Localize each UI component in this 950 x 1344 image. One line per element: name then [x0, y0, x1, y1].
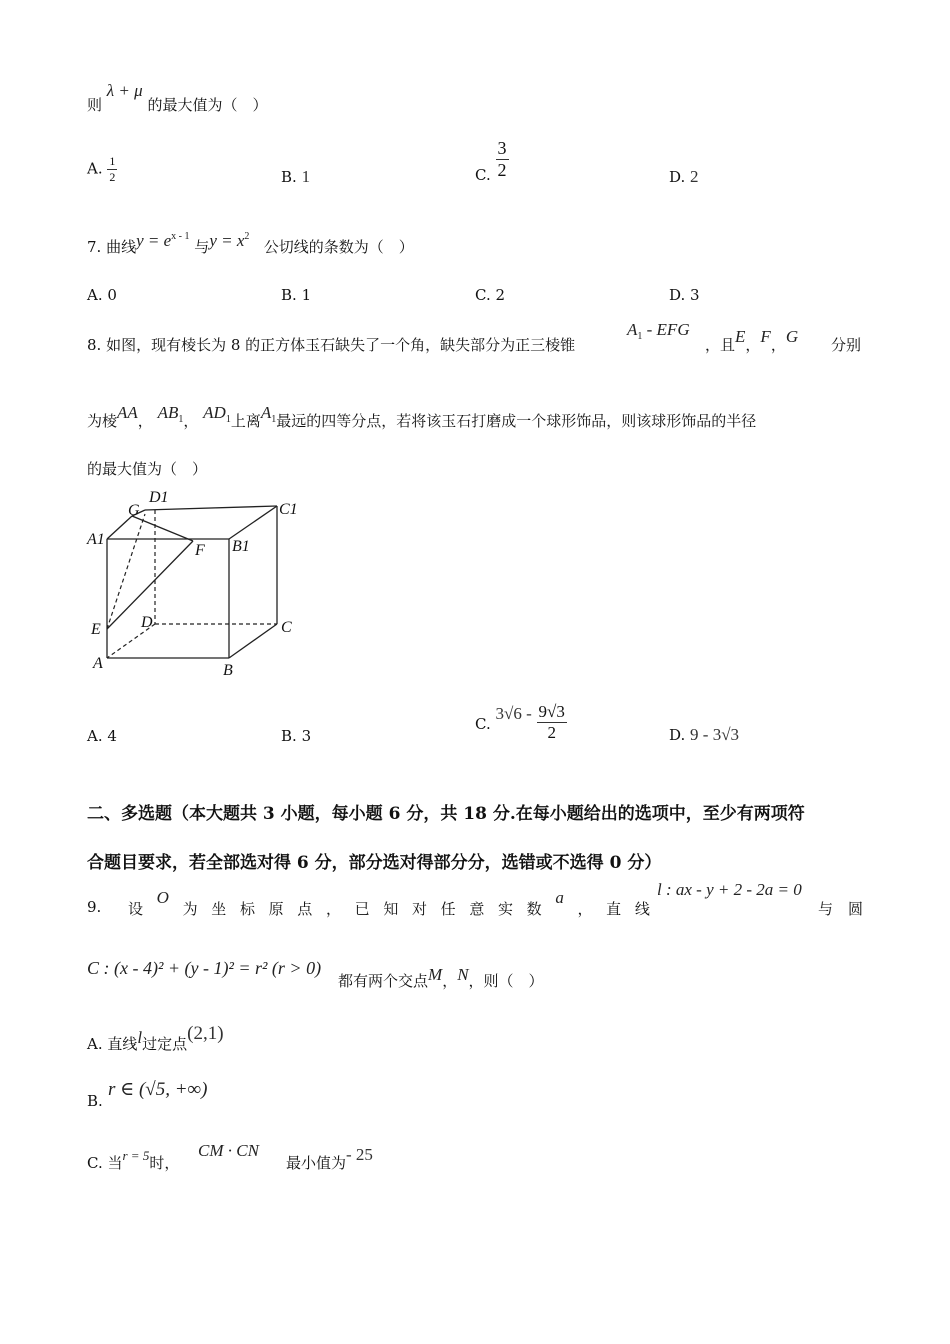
q8-line1: 8. 如图，现有棱长为 8 的正方体玉石缺失了一个角，缺失部分为正三棱锥: [87, 336, 576, 354]
q9-number: 9.: [87, 898, 102, 916]
q8-pyramid: $A_1$ - EFG: [627, 320, 690, 342]
label-c: C: [281, 619, 292, 636]
q9-with-circle: 与 圆: [818, 900, 864, 918]
q8-option-b: B. 3: [281, 727, 312, 745]
q8-line2: 为棱AA， $AB_1$， $AD_1$上离$A_1$最远的四等分点，若将该玉石打磨成一个球形饰品，则该球形饰品的半径: [87, 403, 757, 430]
edge-a1a: AA: [117, 403, 138, 422]
q8-efg: ，且E，F，G: [705, 327, 799, 354]
label-b: B: [223, 662, 233, 679]
q9-circle-equation: C : (x - 4)² + (y - 1)² = r² (r > 0): [87, 958, 322, 978]
q9-line1-words: 设 O 为 坐 标 原 点 ， 已 知 对 任 意 实 数 a ， 直 线: [128, 888, 650, 918]
label-a: A: [93, 655, 103, 672]
q8-option-a: A. 4: [87, 727, 117, 745]
q7-option-c: C. 2: [475, 286, 506, 304]
q9-option-a: A. 直线l过定点(2,1): [87, 1023, 224, 1053]
q9-option-c-min: 最小值为- 25: [286, 1145, 373, 1172]
q8-option-c: C. 3√6 - $\frac{9√3}{2}$: [475, 702, 565, 742]
q6-stem: 则 λ + μ 的最大值为（ ）: [87, 81, 268, 114]
q7-curve2: $y = x^2$: [209, 231, 250, 250]
q6-option-c: C. $\frac{3}{2}$: [475, 138, 507, 184]
cube-figure: [85, 484, 310, 684]
edge-b-c: [229, 624, 277, 658]
q9-option-b: B.: [87, 1092, 103, 1110]
edge-e-g: [107, 514, 145, 629]
q8-line3: 的最大值为（ ）: [87, 460, 208, 478]
q9-line2-text: 都有两个交点M，N，则（ ）: [338, 965, 544, 990]
point-a1: $A_1$: [260, 403, 277, 425]
label-d1: D1: [149, 489, 169, 506]
label-e: E: [91, 621, 101, 638]
q6-expression: λ + μ: [106, 81, 143, 100]
label-g: G: [128, 502, 140, 519]
label-b1: B1: [232, 538, 250, 555]
q7-curve1: $y = e^{x - 1}$: [136, 231, 190, 250]
q9-option-b-expr: r ∈ (√5, +∞): [108, 1079, 208, 1100]
edge-a1b1: $AB_1$: [157, 403, 184, 425]
label-c1: C1: [279, 501, 298, 518]
q6-option-a: A. $\frac{1}{2}$: [87, 154, 116, 184]
q7-stem: 7. 曲线$y = e^{x - 1}$ 与$y = x^2$ 公切线的条数为（ ）: [87, 231, 414, 256]
q9-option-c-vectors: CM · CN: [198, 1141, 259, 1160]
edge-a1d1: $AD_1$: [203, 403, 231, 425]
fraction: $\frac{9√3}{2}$: [538, 702, 565, 742]
q9-option-c: C. 当r = 5时，: [87, 1148, 180, 1172]
q9-line-equation: l : ax - y + 2 - 2a = 0: [657, 880, 802, 899]
q7-option-a: A. 0: [87, 286, 117, 304]
edge-g-f: [132, 516, 193, 541]
edge-a1-g: [107, 516, 132, 539]
q6-option-d: D. 2: [669, 167, 699, 186]
edge-g-c1: [145, 506, 277, 510]
label-f: F: [195, 542, 205, 559]
section2-title-line1: 二、多选题（本大题共 3 小题，每小题 6 分，共 18 分.在每小题给出的选项中，至少有两项符: [87, 804, 805, 824]
q7-option-b: B. 1: [281, 286, 312, 304]
q8-respectively: 分别: [831, 336, 862, 354]
label-d: D: [141, 614, 153, 631]
edge-c1-b1: [229, 506, 277, 539]
q9-line2: [87, 958, 321, 979]
fraction: $\frac{1}{2}$: [109, 154, 116, 184]
label-a1: A1: [87, 531, 105, 548]
fraction: $\frac{3}{2}$: [497, 138, 507, 180]
section2-title-line2: 合题目要求，若全部选对得 6 分，部分选对得部分分，选错或不选得 0 分）: [87, 853, 662, 873]
q6-option-b: B. 1: [281, 167, 311, 186]
q7-option-d: D. 3: [669, 286, 700, 304]
q8-option-d: D. 9 - 3√3: [669, 725, 740, 744]
